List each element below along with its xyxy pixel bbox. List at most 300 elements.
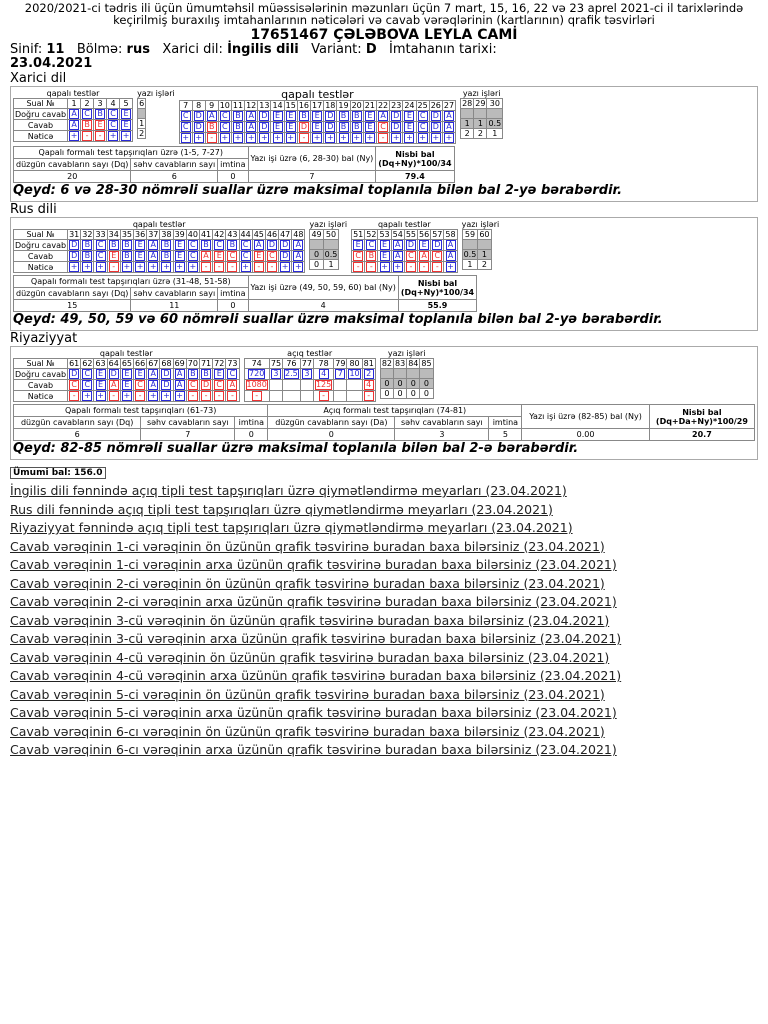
- grid-row: [352, 240, 458, 251]
- grid-cell: 80: [347, 359, 362, 369]
- grid-cell: C: [213, 380, 226, 391]
- grid-cell: 1: [461, 119, 474, 129]
- grid-cell: C: [416, 122, 429, 133]
- math-grid-aciq: [244, 358, 376, 402]
- result-link[interactable]: Cavab vərəqinin 6-cı vərəqinin arxa üzünün qrafik təsvirinə buradan baxa bilərsiniz (23.04.2021): [10, 742, 617, 757]
- caption-qapali: qapalı testlər: [46, 89, 100, 98]
- grid-cell: [420, 369, 433, 379]
- grid-cell: E: [271, 111, 284, 122]
- grid-cell: 82: [381, 359, 392, 368]
- grid-cell: 1080: [244, 380, 269, 391]
- grid-cell: E: [213, 251, 226, 262]
- result-link[interactable]: Cavab vərəqinin 4-cü vərəqinin ön üzünün qrafik təsvirinə buradan baxa bilərsiniz (23.04.2021): [10, 649, 610, 665]
- grid-cell: +: [363, 133, 376, 144]
- grid-cell: -: [107, 262, 120, 273]
- english-note: Qeyd: 6 və 28-30 nömrəli suallar üzrə maksimal toplanıla bilən bal 2-yə bərabərdir.: [13, 183, 623, 198]
- grid-cell: +: [292, 262, 305, 273]
- grid-cell: +: [324, 133, 337, 144]
- grid-cell: +: [271, 133, 284, 144]
- grid-cell: A: [418, 251, 431, 262]
- grid-row: [14, 109, 133, 120]
- grid-cell: E: [173, 240, 186, 251]
- grid-cell: -: [244, 391, 269, 402]
- grid-cell: A: [68, 109, 81, 120]
- grid-cell: B: [160, 251, 173, 262]
- caption-yazi: yazı işləri: [462, 89, 501, 98]
- grid-cell: C: [179, 111, 192, 122]
- grid-cell: 2: [461, 129, 474, 139]
- grid-cell: 0: [380, 379, 393, 389]
- grid-cell: B: [350, 122, 363, 133]
- grid-cell: -: [313, 391, 333, 402]
- grid-cell: E: [120, 369, 133, 380]
- grid-cell: E: [378, 251, 391, 262]
- grid-cell: 20: [351, 101, 362, 110]
- grid-cell: [310, 240, 323, 250]
- grid-cell: 11: [232, 101, 244, 110]
- grid-row: [179, 111, 455, 122]
- grid-cell: 14: [272, 101, 283, 110]
- grid-cell: 16: [298, 101, 310, 110]
- russian-summary: Qapalı formalı test tapşırıqları üzrə (31-48, 51-58) Yazı işi üzrə (49, 50, 59, 60) bal (Ny) Nisbi bal (Dq+Ny)*100/34 düzgün cavabların sayı (Dq) səhv cavabların sayı imtina 15 11 0 4 55.9: [13, 275, 477, 312]
- grid-cell: +: [81, 391, 94, 402]
- grid-cell: B: [226, 240, 239, 251]
- grid-cell: B: [186, 369, 199, 380]
- grid-cell: 69: [174, 359, 185, 368]
- grid-cell: 51: [353, 230, 364, 239]
- grid-cell: 1: [68, 99, 81, 109]
- grid-cell: -: [352, 262, 365, 273]
- grid-cell: 5: [120, 99, 133, 109]
- grid-cell: D: [429, 122, 442, 133]
- grid-cell: B: [231, 111, 244, 122]
- grid-cell: 7: [179, 101, 192, 111]
- grid-cell: E: [363, 122, 376, 133]
- grid-cell: 7: [334, 369, 347, 380]
- grid-cell: 0: [407, 389, 420, 399]
- caption-yazi: yazı işləri: [387, 349, 426, 358]
- grid-cell: 23: [391, 101, 402, 110]
- grid-cell: E: [378, 240, 391, 251]
- grid-cell: A: [444, 251, 457, 262]
- caption-qapali: qapalı testlər: [132, 220, 186, 229]
- grid-cell: +: [173, 391, 186, 402]
- math-note: Qeyd: 82-85 nömrəli suallar üzrə maksimal toplanıla bilən bal 2-ə bərabərdir.: [13, 441, 579, 456]
- grid-cell: D: [68, 251, 81, 262]
- grid-cell: 54: [392, 230, 403, 239]
- grid-cell: 52: [366, 230, 377, 239]
- grid-cell: D: [199, 380, 212, 391]
- grid-row: [244, 359, 375, 369]
- grid-cell: 24: [404, 101, 415, 110]
- grid-cell: A: [147, 240, 160, 251]
- grid-row: [14, 99, 133, 109]
- grid-cell: 0: [394, 379, 407, 389]
- english-grid-2: [179, 100, 456, 144]
- grid-cell: A: [292, 240, 305, 251]
- result-link[interactable]: Cavab vərəqinin 2-ci vərəqinin ön üzünün qrafik təsvirinə buradan baxa bilərsiniz (23.04.2021): [10, 575, 605, 591]
- row-label: Nəticə: [14, 131, 68, 142]
- section-title-english: Xarici dil: [10, 71, 67, 86]
- grid-cell: C: [226, 369, 239, 380]
- grid-cell: 2.5: [283, 369, 301, 380]
- grid-cell: [487, 109, 503, 119]
- grid-cell: 3: [269, 369, 282, 380]
- grid-cell: 32: [82, 230, 93, 239]
- grid-cell: [394, 369, 407, 379]
- grid-row: [352, 230, 458, 240]
- result-link[interactable]: Rus dili fənnində açıq tipli test tapşırıqları üzrə qiymətləndirmə meyarları (23.04.2021): [10, 501, 553, 517]
- grid-cell: A: [245, 111, 258, 122]
- grid-cell: D: [431, 240, 444, 251]
- grid-cell: 47: [280, 230, 291, 239]
- english-yazi-1: 6 1 2: [139, 99, 145, 138]
- grid-cell: [283, 391, 301, 402]
- grid-cell: B: [81, 120, 94, 131]
- grid-cell: 4: [107, 99, 120, 109]
- grid-cell: C: [431, 251, 444, 262]
- grid-cell: +: [337, 133, 350, 144]
- grid-cell: 720: [244, 369, 269, 380]
- grid-cell: [300, 391, 313, 402]
- grid-cell: -: [365, 262, 378, 273]
- grid-cell: 79: [335, 359, 346, 368]
- grid-cell: 25: [417, 101, 428, 110]
- caption-yazi: yazı işləri: [137, 89, 175, 98]
- grid-cell: 3: [94, 99, 107, 109]
- grid-cell: C: [239, 240, 252, 251]
- grid-cell: E: [284, 122, 297, 133]
- result-link[interactable]: Cavab vərəqinin 3-cü vərəqinin arxa üzünün qrafik təsvirinə buradan baxa bilərsiniz (23.04.2021): [10, 631, 622, 646]
- result-link[interactable]: Cavab vərəqinin 6-cı vərəqinin ön üzünün qrafik təsvirinə buradan baxa bilərsiniz (23.04.2021): [10, 723, 605, 739]
- grid-cell: [334, 391, 347, 402]
- grid-cell: D: [390, 111, 403, 122]
- grid-cell: 0: [420, 379, 433, 389]
- grid-cell: D: [192, 111, 205, 122]
- grid-cell: C: [107, 109, 120, 120]
- grid-cell: +: [231, 133, 244, 144]
- result-link[interactable]: Cavab vərəqinin 4-cü vərəqinin arxa üzünün qrafik təsvirinə buradan baxa bilərsiniz (23.04.2021): [10, 668, 622, 683]
- grid-cell: +: [245, 133, 258, 144]
- grid-cell: A: [442, 122, 455, 133]
- grid-cell: A: [173, 369, 186, 380]
- grid-cell: C: [239, 251, 252, 262]
- math-panel: [10, 346, 758, 460]
- caption-qapali: qapalı testlər: [281, 88, 354, 101]
- grid-cell: +: [429, 133, 442, 144]
- student-name: 17651467 ÇƏLƏBOVA LEYLA CAMİ: [250, 27, 518, 43]
- grid-cell: 66: [135, 359, 146, 368]
- grid-cell: 84: [408, 359, 419, 368]
- grid-cell: C: [107, 120, 120, 131]
- result-link[interactable]: İngilis dili fənnində açıq tipli test tapşırıqları üzrə qiymətləndirmə meyarları (23.04.2021): [10, 483, 567, 498]
- grid-cell: +: [192, 133, 205, 144]
- grid-cell: 22: [377, 101, 389, 110]
- grid-cell: [407, 369, 420, 379]
- grid-cell: B: [81, 240, 94, 251]
- grid-cell: A: [245, 122, 258, 133]
- grid-cell: +: [160, 391, 173, 402]
- grid-cell: -: [186, 391, 199, 402]
- grid-cell: -: [418, 262, 431, 273]
- grid-cell: 2: [474, 129, 487, 139]
- math-grid-qapali: [13, 358, 240, 402]
- grid-cell: C: [186, 240, 199, 251]
- grid-cell: B: [231, 122, 244, 133]
- grid-cell: 72: [214, 359, 225, 368]
- grid-cell: [478, 240, 491, 250]
- grid-cell: 73: [227, 359, 238, 368]
- row-label: Nəticə: [14, 391, 68, 402]
- grid-cell: E: [403, 122, 416, 133]
- grid-cell: 75: [270, 359, 282, 368]
- grid-row: [352, 262, 458, 273]
- grid-cell: C: [68, 380, 81, 391]
- grid-cell: C: [81, 109, 94, 120]
- grid-cell: 1: [462, 260, 478, 270]
- grid-cell: -: [297, 133, 310, 144]
- grid-cell: 49: [311, 230, 322, 239]
- grid-cell: -: [213, 262, 226, 273]
- grid-cell: E: [134, 240, 147, 251]
- grid-cell: C: [416, 111, 429, 122]
- grid-cell: 76: [283, 359, 301, 369]
- result-link[interactable]: Cavab vərəqinin 1-ci vərəqinin arxa üzünün qrafik təsvirinə buradan baxa bilərsiniz (23.04.2021): [10, 557, 617, 572]
- grid-cell: +: [120, 262, 133, 273]
- english-panel: [10, 86, 758, 202]
- grid-cell: A: [252, 240, 265, 251]
- row-label: Sual №: [14, 230, 68, 240]
- grid-cell: 71: [200, 359, 212, 368]
- grid-cell: +: [258, 133, 271, 144]
- grid-cell: 78: [313, 359, 333, 369]
- grid-cell: 46: [266, 230, 278, 239]
- grid-cell: A: [226, 380, 239, 391]
- grid-cell: 26: [430, 101, 441, 110]
- section-title-math: Riyaziyyat: [10, 331, 78, 346]
- row-label: Doğru cavab: [15, 109, 67, 119]
- grid-cell: 34: [108, 230, 119, 239]
- caption-aciq: açıq testlər: [287, 349, 333, 358]
- grid-cell: C: [226, 251, 239, 262]
- grid-cell: +: [284, 133, 297, 144]
- grid-cell: 74: [244, 359, 269, 369]
- grid-row: [14, 131, 133, 142]
- grid-cell: +: [378, 262, 391, 273]
- grid-cell: B: [107, 240, 120, 251]
- grid-cell: [323, 240, 339, 250]
- grid-cell: +: [442, 133, 455, 144]
- grid-cell: D: [404, 240, 417, 251]
- grid-cell: -: [404, 262, 417, 273]
- grid-row: [179, 122, 455, 133]
- grid-cell: B: [120, 240, 133, 251]
- grid-cell: 70: [187, 359, 198, 368]
- result-link[interactable]: Cavab vərəqinin 3-cü vərəqinin ön üzünün qrafik təsvirinə buradan baxa bilərsiniz (23.04.2021): [10, 612, 610, 628]
- grid-cell: 33: [95, 230, 106, 239]
- grid-cell: 37: [148, 230, 159, 239]
- grid-cell: C: [213, 240, 226, 251]
- grid-cell: 1: [478, 250, 491, 260]
- grid-cell: 1: [487, 129, 503, 139]
- grid-cell: A: [205, 111, 218, 122]
- grid-cell: -: [376, 133, 389, 144]
- grid-cell: 0: [310, 260, 323, 270]
- grid-cell: +: [147, 262, 160, 273]
- caption-yazi: yazı işləri: [461, 220, 500, 229]
- grid-cell: E: [107, 251, 120, 262]
- grid-cell: +: [94, 262, 107, 273]
- grid-row: [244, 369, 375, 380]
- grid-cell: +: [311, 133, 324, 144]
- grid-cell: C: [365, 240, 378, 251]
- total-score: Ümumi bal: 156.0: [10, 467, 106, 479]
- grid-cell: 36: [135, 230, 146, 239]
- result-link[interactable]: Riyaziyyat fənnində açıq tipli test tapşırıqları üzrə qiymətləndirmə meyarları (23.04.2021): [10, 520, 573, 535]
- grid-cell: 81: [363, 359, 374, 368]
- grid-cell: B: [297, 111, 310, 122]
- row-label: Sual №: [14, 359, 68, 369]
- grid-cell: A: [147, 380, 160, 391]
- grid-cell: A: [147, 251, 160, 262]
- grid-cell: 17: [312, 101, 323, 110]
- grid-cell: E: [94, 380, 107, 391]
- grid-cell: A: [199, 251, 212, 262]
- grid-cell: C: [218, 122, 231, 133]
- grid-cell: B: [199, 369, 212, 380]
- grid-cell: [334, 380, 347, 391]
- grid-cell: 2: [362, 369, 375, 380]
- grid-cell: E: [403, 111, 416, 122]
- grid-cell: 58: [445, 230, 456, 239]
- result-link[interactable]: Cavab vərəqinin 5-ci vərəqinin ön üzünün qrafik təsvirinə buradan baxa bilərsiniz (23.04.2021): [10, 686, 605, 702]
- grid-cell: A: [376, 111, 389, 122]
- grid-cell: 15: [285, 101, 296, 110]
- grid-cell: 31: [69, 230, 80, 239]
- grid-cell: 0.5: [324, 250, 338, 259]
- grid-cell: C: [134, 380, 147, 391]
- russian-yazi-1: [309, 229, 339, 270]
- grid-cell: D: [297, 122, 310, 133]
- grid-cell: [269, 391, 282, 402]
- grid-cell: B: [160, 240, 173, 251]
- grid-cell: C: [186, 251, 199, 262]
- grid-cell: C: [404, 251, 417, 262]
- grid-cell: 0: [310, 250, 323, 260]
- grid-row: [244, 391, 375, 402]
- grid-row: [14, 262, 305, 273]
- grid-cell: -: [362, 391, 375, 402]
- grid-cell: -: [81, 131, 94, 142]
- grid-cell: -: [134, 391, 147, 402]
- english-yazi-2: [460, 98, 503, 139]
- grid-cell: 8: [192, 101, 205, 111]
- grid-cell: -: [94, 131, 107, 142]
- grid-cell: E: [94, 120, 107, 131]
- grid-cell: C: [179, 122, 192, 133]
- grid-cell: [269, 380, 282, 391]
- grid-cell: E: [252, 251, 265, 262]
- english-summary: Qapalı formalı test tapşırıqları üzrə (1-5, 7-27) Yazı işi üzrə (6, 28-30) bal (Ny) Nisbi bal (Dq+Ny)*100/34 düzgün cavabların sayı (Dq) səhv cavabların sayı imtina 20 6 0 7 79.4: [13, 146, 455, 183]
- grid-cell: 1: [323, 260, 339, 270]
- grid-cell: 38: [161, 230, 172, 239]
- grid-row: [14, 359, 240, 369]
- grid-cell: 35: [121, 230, 132, 239]
- grid-cell: A: [107, 380, 120, 391]
- result-link[interactable]: Cavab vərəqinin 2-ci vərəqinin arxa üzünün qrafik təsvirinə buradan baxa bilərsiniz (23.04.2021): [10, 594, 617, 609]
- grid-cell: C: [81, 369, 94, 380]
- grid-cell: D: [265, 240, 278, 251]
- grid-cell: D: [279, 240, 292, 251]
- grid-cell: 4: [313, 369, 333, 380]
- grid-cell: 2: [478, 260, 491, 270]
- grid-cell: 0.5: [488, 119, 502, 128]
- grid-cell: 0: [380, 389, 393, 399]
- header-intro: 2020/2021-ci tədris ili üçün ümumtəhsil müəssisələrinin məzunları üçün 7 mart, 15, 16, 22 və 23 aprel 2021-ci il tarixlərində keçirilmiş buraxılış imtahanlarının nəticələri və cavab vərəqlərinin (kartlarının) qrafik təsvirləri: [24, 1, 744, 27]
- row-label: Nəticə: [14, 262, 68, 273]
- grid-cell: C: [218, 111, 231, 122]
- grid-cell: D: [160, 380, 173, 391]
- grid-cell: 0: [407, 379, 420, 389]
- grid-cell: 4: [362, 380, 375, 391]
- grid-cell: E: [271, 122, 284, 133]
- grid-cell: E: [213, 369, 226, 380]
- grid-cell: -: [213, 391, 226, 402]
- grid-cell: C: [376, 122, 389, 133]
- row-label: Cavab: [14, 120, 68, 131]
- grid-cell: D: [279, 251, 292, 262]
- grid-cell: +: [403, 133, 416, 144]
- grid-cell: D: [429, 111, 442, 122]
- grid-cell: B: [205, 122, 218, 133]
- grid-cell: 39: [174, 230, 185, 239]
- grid-cell: 13: [259, 101, 270, 110]
- grid-cell: +: [350, 133, 363, 144]
- grid-cell: E: [363, 111, 376, 122]
- result-link[interactable]: Cavab vərəqinin 1-ci vərəqinin ön üzünün qrafik təsvirinə buradan baxa bilərsiniz (23.04.2021): [10, 538, 605, 554]
- grid-row: [352, 251, 458, 262]
- grid-cell: [461, 109, 474, 119]
- grid-cell: E: [134, 251, 147, 262]
- grid-cell: -: [265, 262, 278, 273]
- grid-cell: D: [160, 369, 173, 380]
- grid-cell: D: [390, 122, 403, 133]
- grid-row: [14, 380, 240, 391]
- grid-cell: +: [68, 131, 81, 142]
- result-link[interactable]: Cavab vərəqinin 5-ci vərəqinin arxa üzünün qrafik təsvirinə buradan baxa bilərsiniz (23.04.2021): [10, 705, 617, 720]
- grid-cell: 0.5: [463, 250, 477, 259]
- grid-cell: 83: [395, 359, 406, 368]
- grid-cell: 57: [432, 230, 443, 239]
- grid-cell: A: [444, 240, 457, 251]
- grid-cell: 10: [219, 101, 230, 110]
- exam-meta: Sinif: 11 Bölmə: rus Xarici dil: İngilis dili Variant: D İmtahanın tarixi: 23.04.2021: [10, 42, 497, 71]
- row-label: Doğru cavab: [15, 240, 67, 250]
- grid-cell: 62: [82, 359, 93, 368]
- section-title-russian: Rus dili: [10, 202, 57, 217]
- grid-cell: +: [390, 133, 403, 144]
- grid-cell: D: [107, 369, 120, 380]
- grid-cell: 30: [487, 99, 503, 109]
- grid-cell: -: [107, 391, 120, 402]
- grid-cell: C: [352, 251, 365, 262]
- grid-cell: B: [199, 240, 212, 251]
- grid-cell: +: [173, 262, 186, 273]
- grid-cell: B: [350, 111, 363, 122]
- grid-cell: B: [120, 251, 133, 262]
- grid-cell: 61: [69, 359, 80, 368]
- grid-cell: B: [94, 109, 107, 120]
